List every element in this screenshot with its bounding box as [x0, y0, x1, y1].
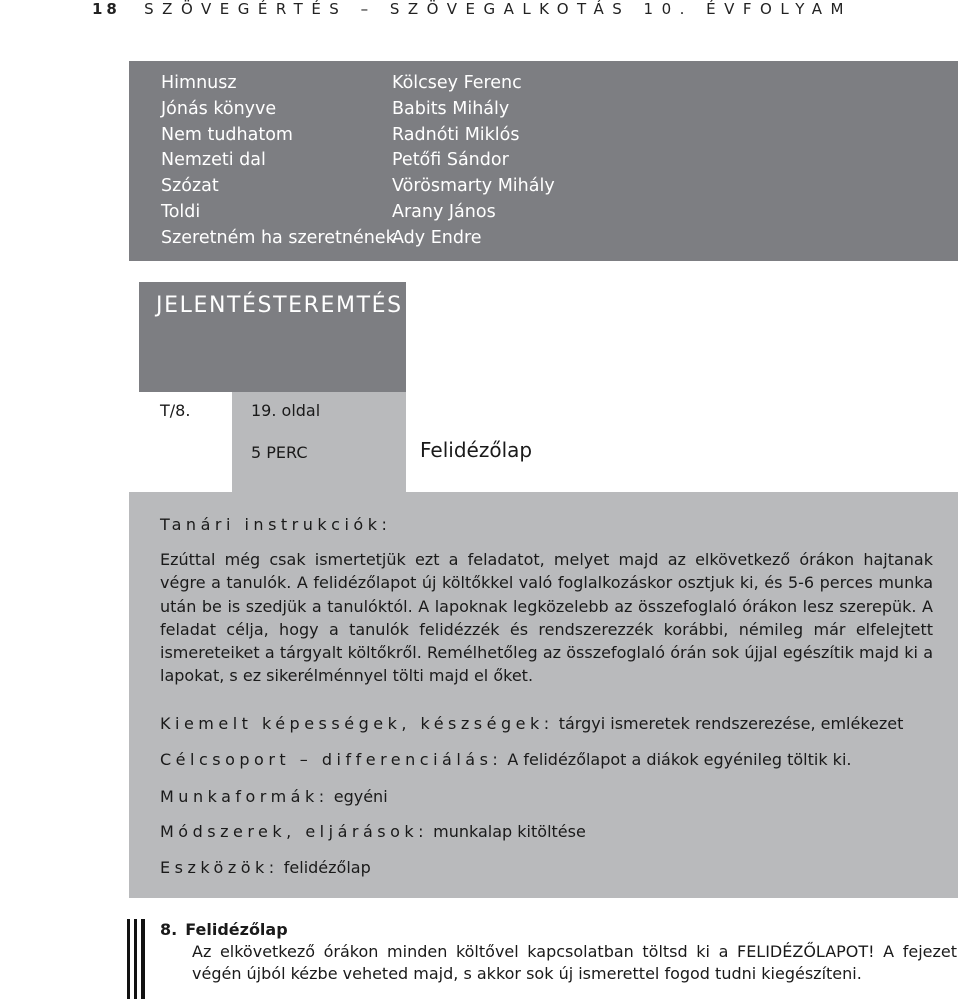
poem-title: Szeretném ha szeretnének	[161, 227, 396, 248]
field-label: Kiemelt képességek, készségek:	[160, 714, 554, 733]
poem-author: Kölcsey Ferenc	[392, 73, 522, 93]
running-title: SZÖVEGÉRTÉS – SZÖVEGALKOTÁS 10. ÉVFOLYAM	[144, 0, 852, 18]
student-task	[160, 919, 957, 985]
field-label: Célcsoport – differenciálás:	[160, 750, 503, 769]
poem-author: Radnóti Miklós	[392, 124, 520, 145]
teacher-instructions-box	[129, 492, 958, 898]
section-banner	[139, 282, 406, 392]
field-label: Módszerek, eljárások:	[160, 822, 429, 841]
field-value: munkalap kitöltése	[433, 822, 586, 841]
field-value: egyéni	[333, 787, 388, 806]
field-tools	[160, 858, 371, 877]
poem-author: Babits Mihály	[392, 98, 510, 119]
instructions-body: Ezúttal még csak ismertetjük ezt a feladatot, melyet majd az elkövetkező órákon hajtanak végre a tanulók. A felidézőlapot új költőkkel való foglalkozáskor osztjuk ki, és 5-6 perces munka után be is szedjük a tanulóktól. A lapoknak legközelebb az összefoglaló órákon lesz szerepük. A feladat célja, hogy a tanulók felidézzék és rendszerezzék korábbi, némileg már elfelejtett ismereteiket a tárgyalt költőkről. Remélhetőleg az összefoglaló órán sok újjal egészítik majd ki a lapokat, s ez sikerélménnyel tölti majd el őket.	[160, 550, 933, 686]
poem-authors	[392, 71, 555, 252]
duration-label: 5 PERC	[251, 443, 308, 462]
page-number: 18	[92, 0, 121, 18]
task-title: Felidézőlap	[185, 920, 288, 939]
poem-author: Petőfi Sándor	[392, 150, 509, 171]
task-meta-box	[232, 392, 406, 492]
task-heading	[160, 919, 957, 941]
field-value: A felidézőlapot a diákok egyénileg töltik ki.	[507, 750, 852, 769]
page-reference: 19. oldal	[251, 401, 321, 420]
poem-title: Himnusz	[161, 73, 237, 93]
field-label: Eszközök:	[160, 858, 279, 877]
field-value: felidézőlap	[283, 858, 371, 877]
poem-title: Szózat	[161, 176, 219, 197]
poem-title: Toldi	[161, 201, 201, 222]
task-code: T/8.	[160, 401, 191, 420]
task-body: Az elkövetkező órákon minden költővel kapcsolatban töltsd ki a FELIDÉZŐLAPOT! A fejezet végén újból kézbe veheted majd, s akkor sok új ismerettel fogod tudni kiegészíteni.	[192, 942, 957, 983]
field-label: Munkaformák:	[160, 787, 329, 806]
instructions-heading: Tanári instrukciók:	[160, 515, 392, 534]
field-skills	[160, 714, 903, 733]
field-value: tárgyi ismeretek rendszerezése, emlékezet	[558, 714, 904, 733]
section-title: JELENTÉSTEREMTÉS	[156, 293, 403, 318]
field-work-forms	[160, 787, 388, 806]
poem-title: Nem tudhatom	[161, 124, 293, 145]
poem-author: Ady Endre	[392, 227, 482, 248]
field-target-group	[160, 750, 851, 769]
poem-author: Vörösmarty Mihály	[392, 176, 555, 197]
poem-title: Nemzeti dal	[161, 150, 266, 171]
poem-titles	[161, 71, 396, 252]
activity-title: Felidézőlap	[420, 438, 533, 462]
field-methods	[160, 822, 586, 841]
task-number: 8.	[160, 920, 178, 939]
running-header	[92, 0, 852, 18]
poem-title: Jónás könyve	[161, 98, 277, 119]
poem-list-box	[129, 61, 958, 261]
poem-author: Arany János	[392, 201, 496, 222]
